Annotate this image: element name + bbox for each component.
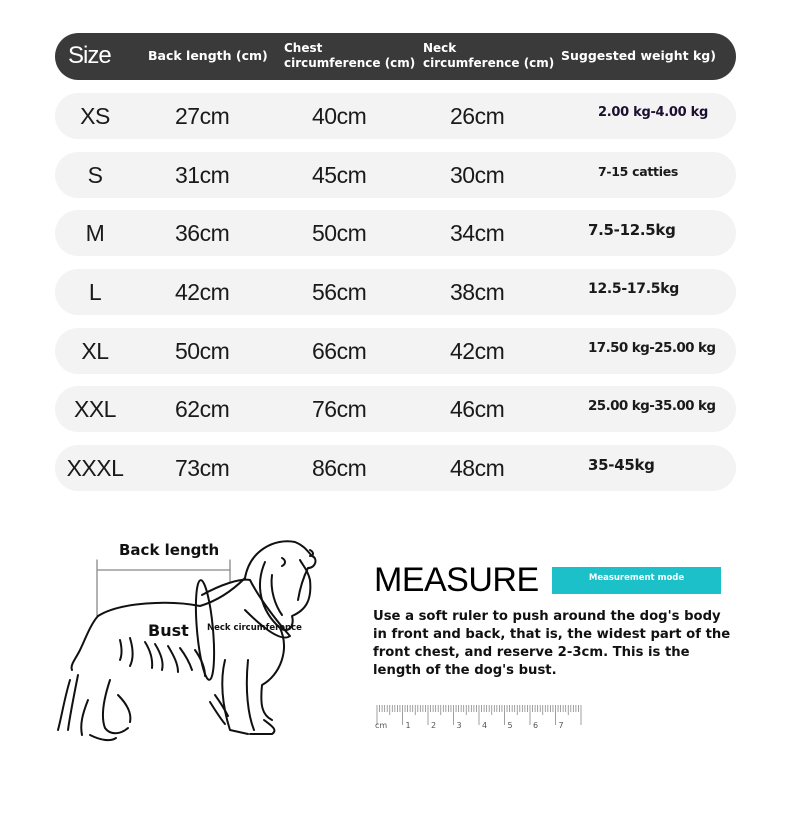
table-row (55, 152, 736, 198)
cell-size: XL (81, 338, 109, 364)
dog-chest-outline (261, 628, 284, 720)
ruler-number: 6 (533, 721, 539, 730)
cell-neck: 34cm (450, 220, 505, 246)
cell-size: L (88, 279, 102, 305)
ruler-icon (373, 703, 583, 733)
cell-neck: 48cm (450, 455, 505, 481)
measure-title: MEASURE (374, 561, 539, 599)
cell-back-length: 42cm (175, 279, 230, 305)
cell-weight: 35-45kg (588, 456, 655, 474)
header-size: Size (68, 42, 111, 69)
ruler-number: 1 (405, 721, 411, 730)
cell-chest: 76cm (312, 396, 367, 422)
cell-back-length: 73cm (175, 455, 230, 481)
cell-back-length: 36cm (175, 220, 230, 246)
cell-size: XXXL (66, 455, 124, 481)
header-chest-line1: Chest (284, 41, 323, 55)
size-table-header (55, 33, 736, 80)
cell-back-length: 62cm (175, 396, 230, 422)
dog-rear-leg (103, 680, 128, 733)
cell-size: M (85, 220, 105, 246)
header-weight: Suggested weight kg) (561, 48, 716, 63)
dog-back-outline (98, 578, 245, 616)
ruler-number: 3 (456, 721, 462, 730)
ruler-number: 4 (482, 721, 488, 730)
header-chest (284, 41, 415, 71)
bust-label: Bust (148, 621, 189, 640)
cell-neck: 26cm (450, 103, 505, 129)
back-length-label: Back length (119, 541, 220, 559)
table-row (55, 445, 736, 491)
cell-back-length: 31cm (175, 162, 230, 188)
cell-neck: 42cm (450, 338, 505, 364)
cell-weight: 25.00 kg-35.00 kg (588, 398, 716, 414)
header-neck-line1: Neck (423, 41, 457, 55)
measurement-mode-text: Measurement mode (588, 573, 685, 583)
header-chest-line2: circumference (cm) (284, 56, 416, 70)
cell-neck: 38cm (450, 279, 505, 305)
dog-front-leg (222, 660, 248, 734)
table-row (55, 269, 736, 315)
dog-ear-outline (260, 560, 310, 630)
cell-weight: 7-15 catties (598, 164, 679, 179)
table-row (55, 328, 736, 374)
cell-weight: 2.00 kg-4.00 kg (598, 105, 708, 120)
header-back-length: Back length (cm) (148, 48, 268, 63)
measurement-mode-badge (552, 567, 721, 594)
cell-weight: 17.50 kg-25.00 kg (588, 340, 716, 356)
cell-weight: 7.5-12.5kg (588, 221, 676, 239)
cell-size: XXL (74, 396, 116, 422)
cell-chest: 56cm (312, 279, 367, 305)
cell-size: S (87, 162, 103, 188)
ruler-number: 2 (431, 721, 437, 730)
table-row (55, 386, 736, 432)
dog-rear-outline (72, 616, 98, 670)
neck-circumference-label: Neck circumference (207, 623, 302, 633)
cell-chest: 45cm (312, 162, 367, 188)
dog-measurement-illustration (50, 530, 340, 750)
ruler-unit: cm (375, 721, 388, 730)
cell-weight: 12.5-17.5kg (588, 281, 679, 297)
table-row (55, 93, 736, 139)
cell-back-length: 50cm (175, 338, 230, 364)
cell-chest: 66cm (312, 338, 367, 364)
cell-size: XS (80, 103, 110, 129)
cell-neck: 46cm (450, 396, 505, 422)
cell-chest: 40cm (312, 103, 367, 129)
measure-description: Use a soft ruler to push around the dog's body in front and back, that is, the widest part of the front chest, and reserve 2-3cm. This is the length of the dog's bust. (373, 609, 731, 678)
cell-chest: 50cm (312, 220, 367, 246)
ruler-number: 5 (507, 721, 513, 730)
table-row (55, 210, 736, 256)
ruler-number: 7 (558, 721, 564, 730)
cell-chest: 86cm (312, 455, 367, 481)
header-neck (423, 41, 554, 71)
header-neck-line2: circumference (cm) (423, 56, 555, 70)
cell-neck: 30cm (450, 162, 505, 188)
cell-back-length: 27cm (175, 103, 230, 129)
